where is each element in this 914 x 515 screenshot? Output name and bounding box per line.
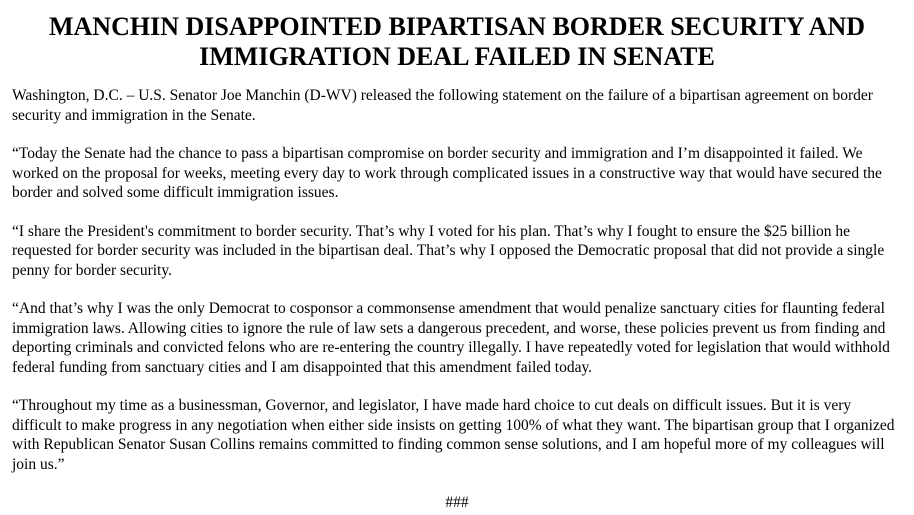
statement-paragraph-4: “Throughout my time as a businessman, Governor, and legislator, I have made hard choice to cut deals on difficult issues. But it is very difficult to make progress in any negotiation when either side insists on getting 100% of what they want. The bipartisan group that I organized with Republican Senator Susan Collins remains committed to finding common sense solutions, and I am hopeful more of my colleagues will join us.” — [12, 397, 895, 473]
statement-paragraph-1: “Today the Senate had the chance to pass a bipartisan compromise on border security and immigration and I’m disappointed it failed. We worked on the proposal for weeks, meeting every day to work through complicated issues in a constructive way that would have secured the border and solved some difficult immigration issues. — [12, 145, 882, 201]
statement-paragraph-2: “I share the President's commitment to border security. That’s why I voted for his plan. That’s why I fought to ensure the $25 billion he requested for border security was included in the bipartisan deal. That’s why I opposed the Democratic proposal that did not provide a single penny for border security. — [12, 222, 885, 279]
title-line-1: MANCHIN DISAPPOINTED BIPARTISAN BORDER SECURITY AND — [48, 12, 866, 41]
dateline-paragraph: Washington, D.C. – U.S. Senator Joe Manchin (D-WV) released the following statement on the failure of a bipartisan agreement on border security and immigration in the Senate. — [12, 87, 873, 124]
end-mark: ### — [445, 494, 469, 511]
press-release-title — [12, 12, 902, 72]
title-line-2: IMMIGRATION DEAL FAILED IN SENATE — [199, 42, 715, 71]
statement-paragraph-3: “And that’s why I was the only Democrat to cosponsor a commonsense amendment that would penalize sanctuary cities for flaunting federal immigration laws. Allowing cities to ignore the rule of law sets a dangerous precedent, and worse, these policies prevent us from finding and deporting criminals and convicted felons who are re-entering the country illegally. I have repeatedly voted for legislation that would withhold federal funding from sanctuary cities and I am disappointed that this amendment failed today. — [12, 300, 890, 376]
